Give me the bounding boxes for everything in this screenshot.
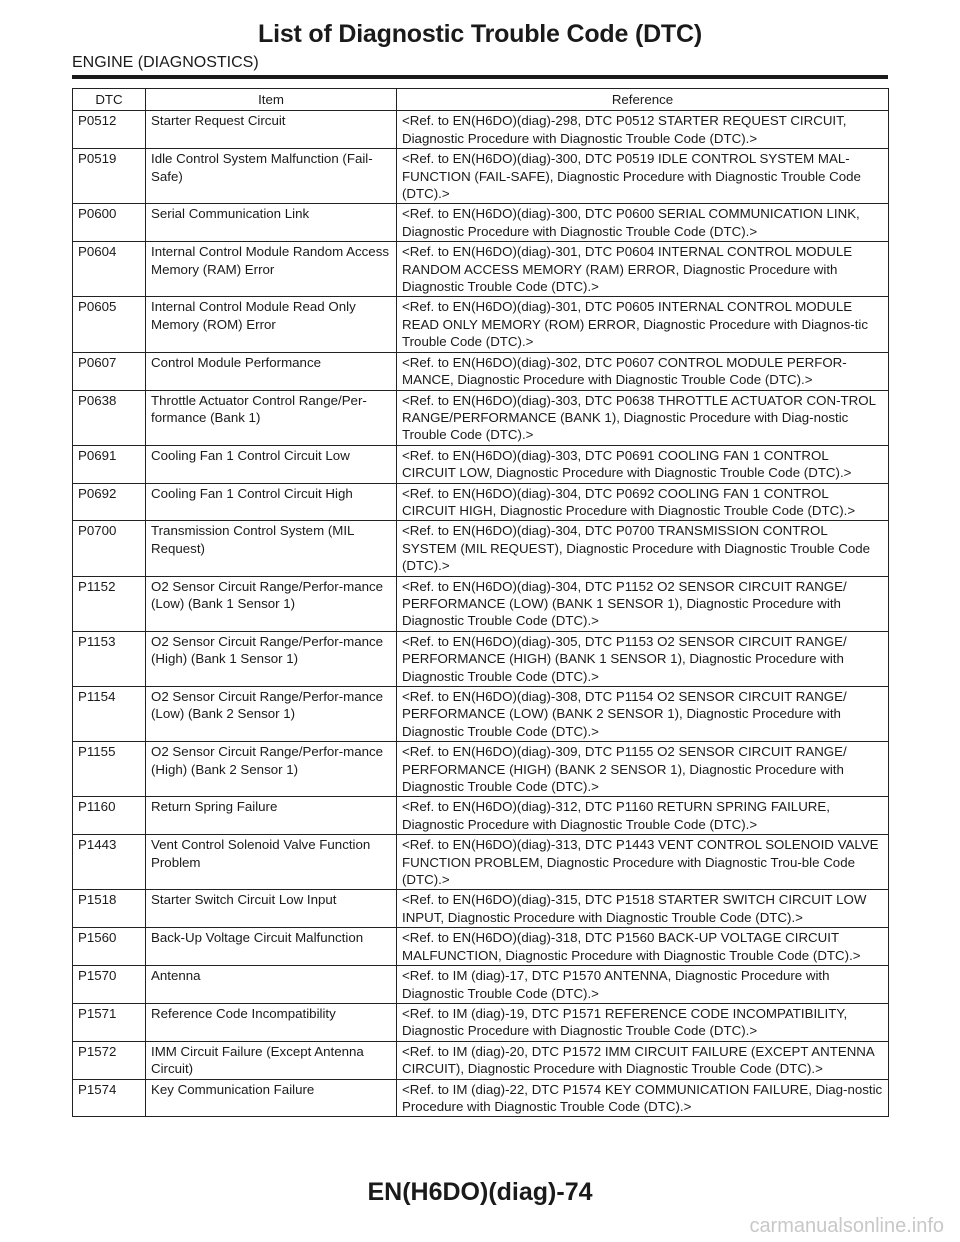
dtc-item-cell: Return Spring Failure [146,797,397,835]
table-row [73,890,889,928]
dtc-reference-cell[interactable]: <Ref. to EN(H6DO)(diag)-308, DTC P1154 O2 SENSOR CIRCUIT RANGE/ PERFORMANCE (LOW) (BANK 2 SENSOR 1), Diagnostic Procedure with Diagnostic Trouble Code (DTC).> [397,687,889,742]
dtc-code-cell: P1570 [73,966,146,1004]
dtc-reference-cell[interactable]: <Ref. to EN(H6DO)(diag)-303, DTC P0691 COOLING FAN 1 CONTROL CIRCUIT LOW, Diagnostic Procedure with Diagnostic Trouble Code (DTC).> [397,445,889,483]
dtc-item-cell: Starter Request Circuit [146,111,397,149]
dtc-code-cell: P0605 [73,297,146,352]
table-row [73,390,889,445]
table-row [73,797,889,835]
dtc-reference-cell[interactable]: <Ref. to EN(H6DO)(diag)-301, DTC P0604 INTERNAL CONTROL MODULE RANDOM ACCESS MEMORY (RAM) ERROR, Diagnostic Procedure with Diagnostic Trouble Code (DTC).> [397,242,889,297]
dtc-reference-cell[interactable]: <Ref. to IM (diag)-20, DTC P1572 IMM CIRCUIT FAILURE (EXCEPT ANTENNA CIRCUIT), Diagnostic Procedure with Diagnostic Trouble Code (DTC).> [397,1041,889,1079]
dtc-reference-cell[interactable]: <Ref. to EN(H6DO)(diag)-304, DTC P1152 O2 SENSOR CIRCUIT RANGE/ PERFORMANCE (LOW) (BANK 1 SENSOR 1), Diagnostic Procedure with Diagnostic Trouble Code (DTC).> [397,576,889,631]
dtc-item-cell: Control Module Performance [146,352,397,390]
dtc-item-cell: Serial Communication Link [146,204,397,242]
site-watermark: carmanualsonline.info [749,1215,944,1237]
dtc-code-cell: P0638 [73,390,146,445]
dtc-item-cell: Antenna [146,966,397,1004]
table-row [73,149,889,204]
dtc-item-cell: Throttle Actuator Control Range/Per-formance (Bank 1) [146,390,397,445]
dtc-code-cell: P0691 [73,445,146,483]
dtc-reference-cell[interactable]: <Ref. to EN(H6DO)(diag)-304, DTC P0692 COOLING FAN 1 CONTROL CIRCUIT HIGH, Diagnostic Procedure with Diagnostic Trouble Code (DTC).> [397,483,889,521]
table-row [73,576,889,631]
dtc-reference-cell[interactable]: <Ref. to EN(H6DO)(diag)-301, DTC P0605 INTERNAL CONTROL MODULE READ ONLY MEMORY (ROM) ERROR, Diagnostic Procedure with Diagnos-tic Trouble Code (DTC).> [397,297,889,352]
dtc-item-cell: Cooling Fan 1 Control Circuit Low [146,445,397,483]
table-row [73,631,889,686]
dtc-code-cell: P0692 [73,483,146,521]
dtc-reference-cell[interactable]: <Ref. to EN(H6DO)(diag)-304, DTC P0700 TRANSMISSION CONTROL SYSTEM (MIL REQUEST), Diagnostic Procedure with Diagnostic Trouble Code (DTC).> [397,521,889,576]
dtc-item-cell: Starter Switch Circuit Low Input [146,890,397,928]
dtc-item-cell: O2 Sensor Circuit Range/Perfor-mance (Low) (Bank 1 Sensor 1) [146,576,397,631]
table-row [73,204,889,242]
dtc-reference-cell[interactable]: <Ref. to EN(H6DO)(diag)-302, DTC P0607 CONTROL MODULE PERFOR-MANCE, Diagnostic Procedure with Diagnostic Trouble Code (DTC).> [397,352,889,390]
page-number: EN(H6DO)(diag)-74 [367,1178,593,1206]
table-row [73,1041,889,1079]
dtc-code-cell: P1443 [73,835,146,890]
dtc-code-cell: P1160 [73,797,146,835]
dtc-item-cell: Back-Up Voltage Circuit Malfunction [146,928,397,966]
dtc-code-cell: P1560 [73,928,146,966]
dtc-reference-cell[interactable]: <Ref. to IM (diag)-22, DTC P1574 KEY COMMUNICATION FAILURE, Diag-nostic Procedure with Diagnostic Trouble Code (DTC).> [397,1079,889,1117]
table-row [73,1003,889,1041]
table-row [73,483,889,521]
table-row [73,242,889,297]
dtc-code-cell: P0600 [73,204,146,242]
dtc-code-cell: P0700 [73,521,146,576]
table-row [73,835,889,890]
dtc-reference-cell[interactable]: <Ref. to EN(H6DO)(diag)-313, DTC P1443 VENT CONTROL SOLENOID VALVE FUNCTION PROBLEM, Diagnostic Procedure with Diagnostic Trou-ble Code (DTC).> [397,835,889,890]
dtc-reference-cell[interactable]: <Ref. to EN(H6DO)(diag)-305, DTC P1153 O2 SENSOR CIRCUIT RANGE/ PERFORMANCE (HIGH) (BANK 1 SENSOR 1), Diagnostic Procedure with Diagnostic Trouble Code (DTC).> [397,631,889,686]
dtc-item-cell: Transmission Control System (MIL Request) [146,521,397,576]
dtc-item-cell: Internal Control Module Random Access Memory (RAM) Error [146,242,397,297]
table-header-row [73,89,889,111]
dtc-reference-cell[interactable]: <Ref. to EN(H6DO)(diag)-312, DTC P1160 RETURN SPRING FAILURE, Diagnostic Procedure with Diagnostic Trouble Code (DTC).> [397,797,889,835]
dtc-reference-cell[interactable]: <Ref. to IM (diag)-19, DTC P1571 REFERENCE CODE INCOMPATIBILITY, Diagnostic Procedure with Diagnostic Trouble Code (DTC).> [397,1003,889,1041]
column-header-dtc: DTC [73,89,146,111]
dtc-reference-cell[interactable]: <Ref. to EN(H6DO)(diag)-300, DTC P0600 SERIAL COMMUNICATION LINK, Diagnostic Procedure with Diagnostic Trouble Code (DTC).> [397,204,889,242]
table-row [73,297,889,352]
dtc-item-cell: Vent Control Solenoid Valve Function Problem [146,835,397,890]
table-row [73,928,889,966]
dtc-item-cell: Internal Control Module Read Only Memory (ROM) Error [146,297,397,352]
dtc-item-cell: Cooling Fan 1 Control Circuit High [146,483,397,521]
dtc-table [72,88,889,1117]
dtc-code-cell: P1152 [73,576,146,631]
column-header-reference: Reference [397,89,889,111]
dtc-reference-cell[interactable]: <Ref. to EN(H6DO)(diag)-309, DTC P1155 O2 SENSOR CIRCUIT RANGE/ PERFORMANCE (HIGH) (BANK 2 SENSOR 1), Diagnostic Procedure with Diagnostic Trouble Code (DTC).> [397,742,889,797]
table-row [73,966,889,1004]
dtc-reference-cell[interactable]: <Ref. to EN(H6DO)(diag)-300, DTC P0519 IDLE CONTROL SYSTEM MAL-FUNCTION (FAIL-SAFE), Diagnostic Procedure with Diagnostic Trouble Code (DTC).> [397,149,889,204]
dtc-code-cell: P1155 [73,742,146,797]
dtc-item-cell: O2 Sensor Circuit Range/Perfor-mance (High) (Bank 1 Sensor 1) [146,631,397,686]
dtc-item-cell: O2 Sensor Circuit Range/Perfor-mance (Low) (Bank 2 Sensor 1) [146,687,397,742]
dtc-item-cell: O2 Sensor Circuit Range/Perfor-mance (High) (Bank 2 Sensor 1) [146,742,397,797]
dtc-code-cell: P0607 [73,352,146,390]
dtc-code-cell: P1571 [73,1003,146,1041]
table-row [73,742,889,797]
section-heading: ENGINE (DIAGNOSTICS) [72,54,259,71]
column-header-item: Item [146,89,397,111]
table-row [73,111,889,149]
dtc-code-cell: P1154 [73,687,146,742]
table-row [73,1079,889,1117]
dtc-code-cell: P1153 [73,631,146,686]
table-row [73,445,889,483]
dtc-reference-cell[interactable]: <Ref. to EN(H6DO)(diag)-318, DTC P1560 BACK-UP VOLTAGE CIRCUIT MALFUNCTION, Diagnostic Procedure with Diagnostic Trouble Code (DTC).> [397,928,889,966]
dtc-item-cell: Reference Code Incompatibility [146,1003,397,1041]
table-body [73,111,889,1117]
dtc-reference-cell[interactable]: <Ref. to IM (diag)-17, DTC P1570 ANTENNA, Diagnostic Procedure with Diagnostic Trouble Code (DTC).> [397,966,889,1004]
dtc-code-cell: P0604 [73,242,146,297]
dtc-code-cell: P1574 [73,1079,146,1117]
dtc-code-cell: P1572 [73,1041,146,1079]
dtc-code-cell: P1518 [73,890,146,928]
dtc-code-cell: P0519 [73,149,146,204]
table-row [73,687,889,742]
dtc-reference-cell[interactable]: <Ref. to EN(H6DO)(diag)-303, DTC P0638 THROTTLE ACTUATOR CON-TROL RANGE/PERFORMANCE (BANK 1), Diagnostic Procedure with Diag-nostic Trouble Code (DTC).> [397,390,889,445]
dtc-reference-cell[interactable]: <Ref. to EN(H6DO)(diag)-315, DTC P1518 STARTER SWITCH CIRCUIT LOW INPUT, Diagnostic Procedure with Diagnostic Trouble Code (DTC).> [397,890,889,928]
dtc-reference-cell[interactable]: <Ref. to EN(H6DO)(diag)-298, DTC P0512 STARTER REQUEST CIRCUIT, Diagnostic Procedure with Diagnostic Trouble Code (DTC).> [397,111,889,149]
table-row [73,352,889,390]
dtc-item-cell: Idle Control System Malfunction (Fail-Safe) [146,149,397,204]
table-row [73,521,889,576]
dtc-item-cell: IMM Circuit Failure (Except Antenna Circuit) [146,1041,397,1079]
header-rule [72,75,888,79]
dtc-code-cell: P0512 [73,111,146,149]
dtc-item-cell: Key Communication Failure [146,1079,397,1117]
page-title: List of Diagnostic Trouble Code (DTC) [258,20,702,48]
